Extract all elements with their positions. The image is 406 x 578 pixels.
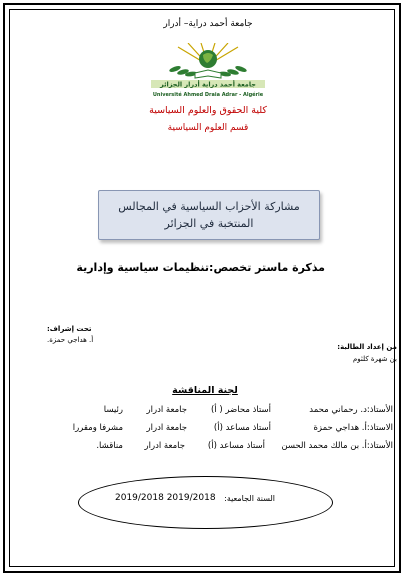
academic-year-label: السنة الجامعية: [224, 494, 275, 503]
member-university: جامعة ادرار [146, 423, 187, 433]
member-name: الأستاذ:د. رحماني محمد [309, 405, 393, 415]
member-university: جامعة ادرار [144, 441, 185, 451]
member-role: رئيسا [103, 405, 123, 415]
thesis-title: مشاركة الأحزاب السياسية في المجالس المنتخبة في الجزائر [118, 200, 300, 230]
committee-heading: لجنة المناقشة [172, 385, 238, 396]
document-page [3, 3, 401, 573]
member-university: جامعة ادرار [146, 405, 187, 415]
university-name: جامعة أحمد دراية– أدرار [163, 19, 253, 29]
member-role: مناقشا. [96, 441, 123, 451]
supervision-label: تحت إشراف: [47, 325, 92, 333]
thesis-title-box [98, 190, 320, 240]
department-name: قسم العلوم السياسية [167, 123, 249, 133]
committee-row [5, 423, 403, 437]
member-rank: أستاذ محاضر ( أ) [210, 405, 271, 415]
member-rank: أستاذ مساعد (أ) [213, 423, 271, 433]
logo-text-arabic: جامعة أحمد دراية أدرار الجزائر [160, 80, 256, 89]
member-name: الأستاذ:أ. بن مالك محمد الحسن [281, 441, 393, 451]
supervisor-name: أ. هداجي حمزة. [47, 336, 94, 344]
member-name: الاستاذ:أ. هداجي حمزة [313, 423, 393, 433]
member-role: مشرفا ومقررا [72, 423, 123, 433]
degree-line: مذكرة ماستر تخصص:تنظيمات سياسية وإدارية [76, 261, 325, 274]
member-rank: أستاذ مساعد (أ) [207, 441, 265, 451]
logo-text-latin: Université Ahmed Draia Adrar - Algérie [152, 92, 264, 98]
student-name: بن شهرة كلثوم [352, 355, 397, 363]
academic-year-value: 2019/2018 2019/2018 [115, 493, 216, 503]
faculty-name: كلية الحقوق والعلوم السياسية [149, 105, 267, 116]
prepared-by-label: من إعداد الطالبة: [337, 343, 397, 351]
committee-row [5, 441, 403, 455]
university-logo-icon [133, 43, 283, 99]
committee-row [5, 405, 403, 419]
